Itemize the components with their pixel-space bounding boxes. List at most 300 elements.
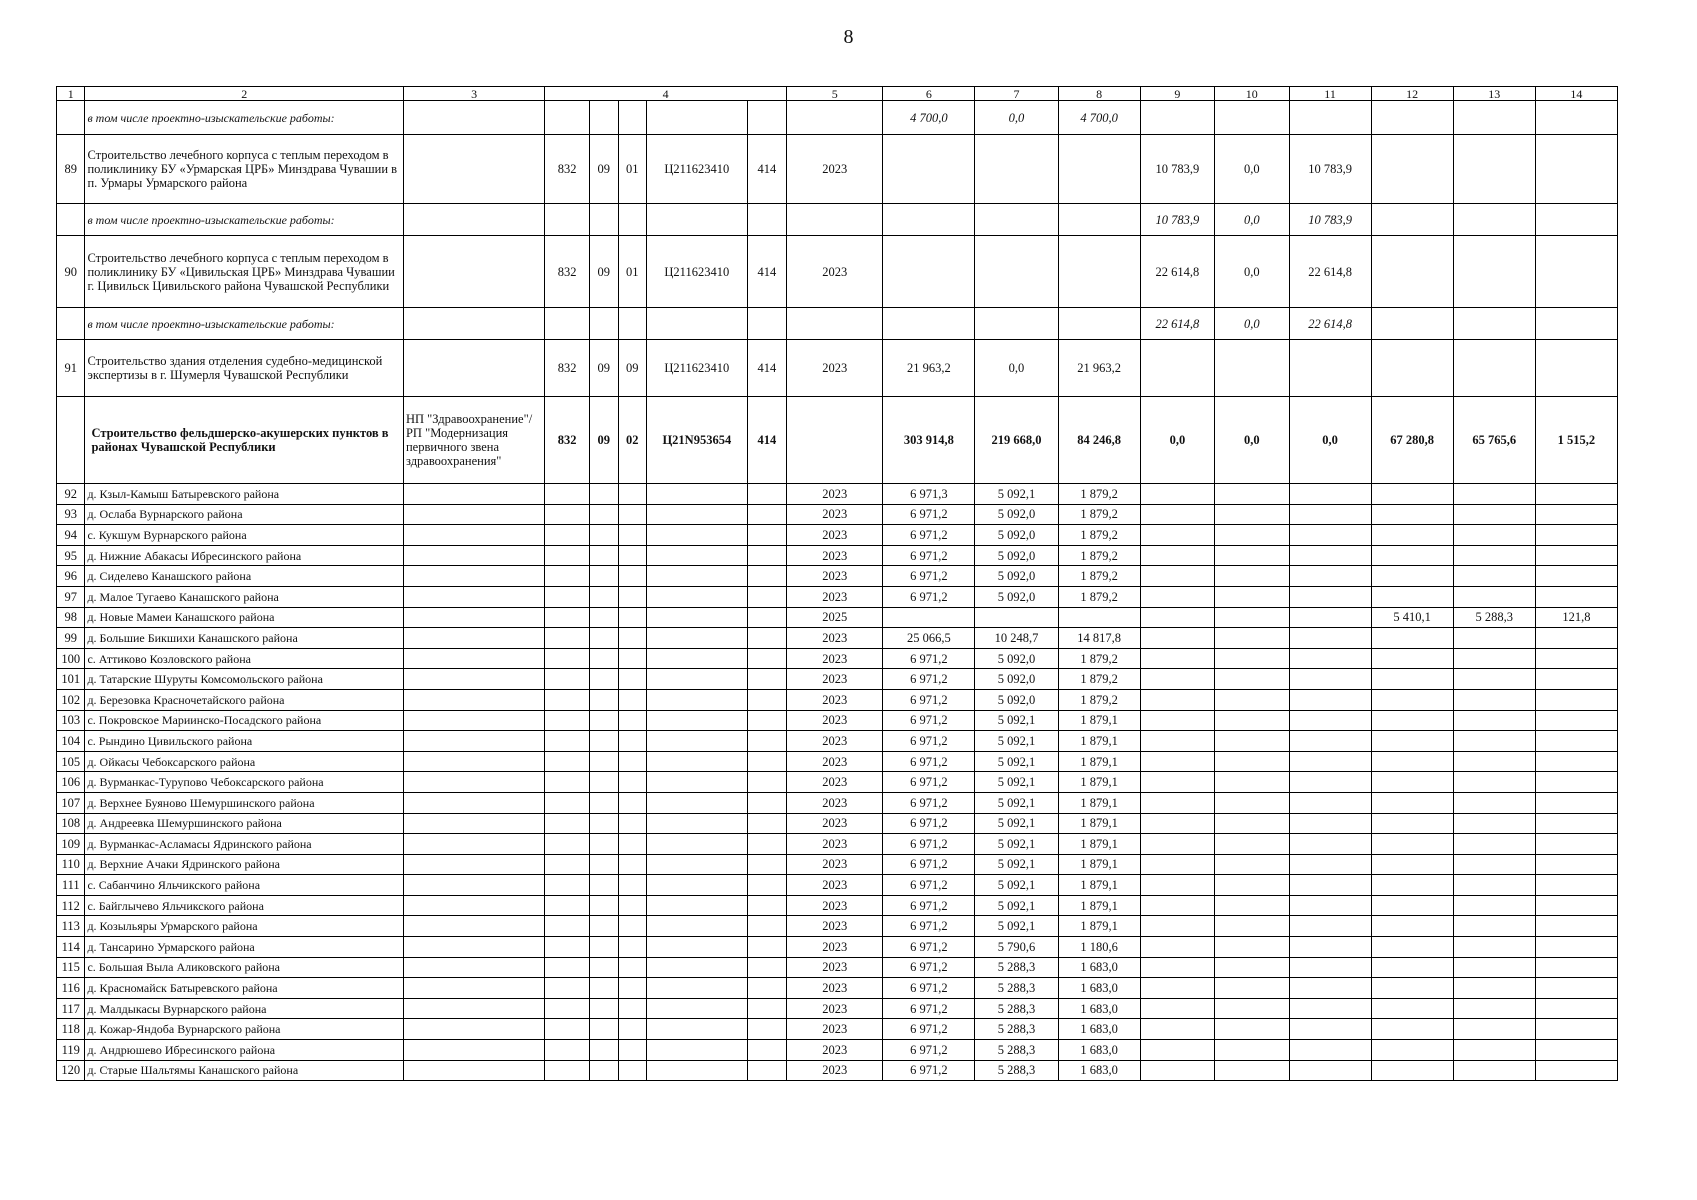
cell-col14 bbox=[1535, 525, 1617, 546]
cell-col6: 6 971,2 bbox=[883, 525, 975, 546]
cell-col7: 5 092,0 bbox=[975, 504, 1058, 525]
settlement-name: с. Покровское Мариинско-Посадского района bbox=[85, 710, 404, 731]
cell-col8: 1 180,6 bbox=[1058, 937, 1140, 958]
cell-vr bbox=[747, 1040, 786, 1061]
cell-csr: Ц21N953654 bbox=[646, 397, 747, 484]
cell-year: 2023 bbox=[787, 484, 883, 505]
cell-vr bbox=[747, 937, 786, 958]
cell-csr bbox=[646, 1019, 747, 1040]
cell-col12 bbox=[1371, 772, 1453, 793]
cell-grbs bbox=[545, 484, 590, 505]
cell-rz bbox=[590, 1060, 618, 1081]
cell-col12 bbox=[1371, 648, 1453, 669]
cell-pr bbox=[618, 566, 646, 587]
group-program: НП "Здравоохранение"/ РП "Модернизация первичного звена здравоохранения" bbox=[403, 397, 544, 484]
cell-col6: 6 971,2 bbox=[883, 751, 975, 772]
cell-col12 bbox=[1371, 586, 1453, 607]
cell-rz bbox=[590, 834, 618, 855]
cell-col12 bbox=[1371, 1060, 1453, 1081]
cell-col7: 5 092,0 bbox=[975, 689, 1058, 710]
cell-col14 bbox=[1535, 813, 1617, 834]
cell-col13: 5 288,3 bbox=[1453, 607, 1535, 628]
cell-col14 bbox=[1535, 648, 1617, 669]
cell-program bbox=[403, 813, 544, 834]
cell-col10 bbox=[1215, 854, 1289, 875]
cell-col11 bbox=[1289, 545, 1371, 566]
cell-col8: 4 700,0 bbox=[1058, 101, 1140, 135]
table-row bbox=[57, 710, 1618, 731]
table-row bbox=[57, 998, 1618, 1019]
row-number: 92 bbox=[57, 484, 85, 505]
cell-vr bbox=[747, 957, 786, 978]
cell-col10 bbox=[1215, 525, 1289, 546]
cell-col6: 6 971,2 bbox=[883, 1060, 975, 1081]
cell-year: 2023 bbox=[787, 1060, 883, 1081]
cell-vr bbox=[747, 628, 786, 649]
cell-vr bbox=[747, 689, 786, 710]
cell-rz bbox=[590, 710, 618, 731]
cell-col11 bbox=[1289, 1040, 1371, 1061]
cell-grbs bbox=[545, 957, 590, 978]
cell-col9 bbox=[1140, 813, 1214, 834]
cell-rz: 09 bbox=[590, 135, 618, 204]
cell-vr: 414 bbox=[747, 236, 786, 308]
cell-csr bbox=[646, 813, 747, 834]
settlement-name: д. Верхнее Буяново Шемуршинского района bbox=[85, 792, 404, 813]
row-number: 109 bbox=[57, 834, 85, 855]
cell-col14 bbox=[1535, 586, 1617, 607]
cell-vr bbox=[747, 545, 786, 566]
cell-vr bbox=[747, 813, 786, 834]
cell-col10 bbox=[1215, 648, 1289, 669]
cell-col11: 0,0 bbox=[1289, 397, 1371, 484]
cell-col8: 1 879,2 bbox=[1058, 689, 1140, 710]
cell-col13 bbox=[1453, 710, 1535, 731]
cell-col7: 5 092,1 bbox=[975, 916, 1058, 937]
settlement-name: д. Березовка Красночетайского района bbox=[85, 689, 404, 710]
cell-col13 bbox=[1453, 648, 1535, 669]
cell-col9 bbox=[1140, 998, 1214, 1019]
settlement-name: д. Вурманкас-Асламасы Ядринского района bbox=[85, 834, 404, 855]
cell-col8: 1 879,2 bbox=[1058, 484, 1140, 505]
cell-col11: 22 614,8 bbox=[1289, 236, 1371, 308]
cell-csr bbox=[646, 1060, 747, 1081]
cell-rz bbox=[590, 937, 618, 958]
cell-col7 bbox=[975, 607, 1058, 628]
cell-col8: 1 879,1 bbox=[1058, 731, 1140, 752]
cell-col8: 1 879,1 bbox=[1058, 813, 1140, 834]
cell-col14 bbox=[1535, 937, 1617, 958]
cell-csr: Ц211623410 bbox=[646, 340, 747, 397]
cell-col8: 1 879,1 bbox=[1058, 751, 1140, 772]
cell-col10 bbox=[1215, 834, 1289, 855]
cell-col9 bbox=[1140, 937, 1214, 958]
row-number: 119 bbox=[57, 1040, 85, 1061]
table-row bbox=[57, 545, 1618, 566]
cell-col8: 1 879,2 bbox=[1058, 545, 1140, 566]
row-number: 114 bbox=[57, 937, 85, 958]
cell-grbs bbox=[545, 854, 590, 875]
cell-csr: Ц211623410 bbox=[646, 135, 747, 204]
cell-program bbox=[403, 1040, 544, 1061]
cell-col6: 6 971,3 bbox=[883, 484, 975, 505]
cell-year: 2023 bbox=[787, 916, 883, 937]
table-row bbox=[57, 1019, 1618, 1040]
cell-col14 bbox=[1535, 1019, 1617, 1040]
cell-grbs bbox=[545, 834, 590, 855]
col-header-7: 7 bbox=[975, 87, 1058, 101]
cell-program bbox=[403, 525, 544, 546]
cell-col14 bbox=[1535, 916, 1617, 937]
cell-vr bbox=[747, 751, 786, 772]
cell-grbs bbox=[545, 525, 590, 546]
cell-pr bbox=[618, 792, 646, 813]
cell-col9 bbox=[1140, 751, 1214, 772]
settlement-name: д. Малое Тугаево Канашского района bbox=[85, 586, 404, 607]
cell-col10 bbox=[1215, 751, 1289, 772]
cell-col11 bbox=[1289, 731, 1371, 752]
cell-program bbox=[403, 586, 544, 607]
cell-col8: 1 879,1 bbox=[1058, 834, 1140, 855]
cell-col7: 5 092,1 bbox=[975, 875, 1058, 896]
cell-col9 bbox=[1140, 484, 1214, 505]
cell-col7: 5 092,0 bbox=[975, 648, 1058, 669]
cell-col14 bbox=[1535, 689, 1617, 710]
cell-col10 bbox=[1215, 957, 1289, 978]
cell-col13 bbox=[1453, 834, 1535, 855]
cell-col7: 5 092,1 bbox=[975, 834, 1058, 855]
cell-col11 bbox=[1289, 566, 1371, 587]
settlement-name: д. Старые Шальтямы Канашского района bbox=[85, 1060, 404, 1081]
cell-col6: 6 971,2 bbox=[883, 854, 975, 875]
cell-col8: 1 879,1 bbox=[1058, 875, 1140, 896]
cell-col8: 1 879,2 bbox=[1058, 504, 1140, 525]
cell-col6: 6 971,2 bbox=[883, 792, 975, 813]
cell-year: 2023 bbox=[787, 998, 883, 1019]
cell-col9 bbox=[1140, 669, 1214, 690]
cell-col6: 6 971,2 bbox=[883, 937, 975, 958]
cell-col11 bbox=[1289, 875, 1371, 896]
cell-program bbox=[403, 628, 544, 649]
cell-col10 bbox=[1215, 1060, 1289, 1081]
cell-vr bbox=[747, 978, 786, 999]
subrow-top bbox=[57, 101, 1618, 135]
cell-vr bbox=[747, 504, 786, 525]
cell-rz bbox=[590, 998, 618, 1019]
cell-col13 bbox=[1453, 875, 1535, 896]
cell-col13 bbox=[1453, 545, 1535, 566]
cell-csr bbox=[646, 648, 747, 669]
cell-year: 2023 bbox=[787, 978, 883, 999]
cell-vr bbox=[747, 669, 786, 690]
cell-col10 bbox=[1215, 484, 1289, 505]
cell-csr bbox=[646, 484, 747, 505]
cell-col9 bbox=[1140, 710, 1214, 731]
cell-year: 2023 bbox=[787, 792, 883, 813]
cell-grbs bbox=[545, 916, 590, 937]
row-number: 107 bbox=[57, 792, 85, 813]
cell-program bbox=[403, 875, 544, 896]
cell-vr bbox=[747, 916, 786, 937]
col-header-3: 3 bbox=[403, 87, 544, 101]
cell-program bbox=[403, 689, 544, 710]
cell-col14 bbox=[1535, 957, 1617, 978]
cell-col10 bbox=[1215, 875, 1289, 896]
cell-col12 bbox=[1371, 669, 1453, 690]
cell-col8: 1 683,0 bbox=[1058, 1060, 1140, 1081]
cell-col9 bbox=[1140, 792, 1214, 813]
cell-program bbox=[403, 731, 544, 752]
cell-vr bbox=[747, 566, 786, 587]
cell-col9 bbox=[1140, 875, 1214, 896]
cell-col6: 6 971,2 bbox=[883, 772, 975, 793]
cell-col7: 5 288,3 bbox=[975, 1040, 1058, 1061]
cell-col8: 1 879,2 bbox=[1058, 669, 1140, 690]
cell-col13 bbox=[1453, 566, 1535, 587]
cell-pr bbox=[618, 751, 646, 772]
cell-pr bbox=[618, 1060, 646, 1081]
cell-col12 bbox=[1371, 998, 1453, 1019]
table-row bbox=[57, 669, 1618, 690]
cell-col12 bbox=[1371, 875, 1453, 896]
cell-year: 2023 bbox=[787, 834, 883, 855]
cell-col7: 0,0 bbox=[975, 101, 1058, 135]
col-header-11: 11 bbox=[1289, 87, 1371, 101]
cell-col13 bbox=[1453, 895, 1535, 916]
cell-col9 bbox=[1140, 545, 1214, 566]
cell-col11 bbox=[1289, 895, 1371, 916]
cell-vr: 414 bbox=[747, 135, 786, 204]
cell-col8: 1 879,1 bbox=[1058, 772, 1140, 793]
cell-col7: 5 092,1 bbox=[975, 731, 1058, 752]
cell-grbs bbox=[545, 792, 590, 813]
cell-rz bbox=[590, 854, 618, 875]
cell-year: 2023 bbox=[787, 135, 883, 204]
table-row bbox=[57, 731, 1618, 752]
cell-col7: 0,0 bbox=[975, 340, 1058, 397]
cell-csr bbox=[646, 525, 747, 546]
cell-rz bbox=[590, 504, 618, 525]
object-name: Строительство здания отделения судебно-медицинской экспертизы в г. Шумерля Чувашской Республики bbox=[85, 340, 404, 397]
row-number: 101 bbox=[57, 669, 85, 690]
cell-col14 bbox=[1535, 875, 1617, 896]
row-number: 112 bbox=[57, 895, 85, 916]
subrow-90 bbox=[57, 308, 1618, 340]
cell-col13 bbox=[1453, 916, 1535, 937]
cell-grbs bbox=[545, 545, 590, 566]
cell-col14 bbox=[1535, 710, 1617, 731]
cell-rz: 09 bbox=[590, 397, 618, 484]
cell-pr bbox=[618, 854, 646, 875]
cell-grbs: 832 bbox=[545, 236, 590, 308]
settlement-name: с. Байглычево Яльчикского района bbox=[85, 895, 404, 916]
cell-year: 2023 bbox=[787, 689, 883, 710]
cell-grbs bbox=[545, 504, 590, 525]
table-row bbox=[57, 751, 1618, 772]
table-row bbox=[57, 504, 1618, 525]
cell-pr bbox=[618, 689, 646, 710]
cell-year: 2023 bbox=[787, 1040, 883, 1061]
settlement-name: д. Малдыкасы Вурнарского района bbox=[85, 998, 404, 1019]
cell-col10 bbox=[1215, 566, 1289, 587]
cell-col13 bbox=[1453, 978, 1535, 999]
cell-col9 bbox=[1140, 772, 1214, 793]
cell-program bbox=[403, 854, 544, 875]
row-number: 102 bbox=[57, 689, 85, 710]
row-number: 95 bbox=[57, 545, 85, 566]
cell-col6: 6 971,2 bbox=[883, 1040, 975, 1061]
col-header-1: 1 bbox=[57, 87, 85, 101]
settlement-name: д. Андрюшево Ибресинского района bbox=[85, 1040, 404, 1061]
cell-col8: 1 879,1 bbox=[1058, 854, 1140, 875]
cell-pr bbox=[618, 648, 646, 669]
cell-year: 2023 bbox=[787, 731, 883, 752]
cell-col9 bbox=[1140, 834, 1214, 855]
cell-col12 bbox=[1371, 937, 1453, 958]
cell-col14 bbox=[1535, 545, 1617, 566]
cell-col13 bbox=[1453, 484, 1535, 505]
cell-col12 bbox=[1371, 1019, 1453, 1040]
cell-pr bbox=[618, 916, 646, 937]
table-row-90 bbox=[57, 236, 1618, 308]
cell-grbs bbox=[545, 669, 590, 690]
cell-col13 bbox=[1453, 998, 1535, 1019]
cell-grbs bbox=[545, 1060, 590, 1081]
row-number: 111 bbox=[57, 875, 85, 896]
cell-col13 bbox=[1453, 689, 1535, 710]
cell-col13 bbox=[1453, 772, 1535, 793]
cell-col6: 6 971,2 bbox=[883, 834, 975, 855]
col-header-8: 8 bbox=[1058, 87, 1140, 101]
cell-year: 2023 bbox=[787, 236, 883, 308]
cell-grbs bbox=[545, 566, 590, 587]
cell-col11 bbox=[1289, 978, 1371, 999]
cell-col6: 6 971,2 bbox=[883, 586, 975, 607]
cell-program bbox=[403, 751, 544, 772]
cell-col13 bbox=[1453, 1019, 1535, 1040]
cell-col11 bbox=[1289, 710, 1371, 731]
table-row bbox=[57, 875, 1618, 896]
cell-grbs bbox=[545, 648, 590, 669]
cell-col13 bbox=[1453, 751, 1535, 772]
cell-col12 bbox=[1371, 731, 1453, 752]
group-name: Строительство фельдшерско-акушерских пунктов в районах Чувашской Республики bbox=[85, 397, 404, 484]
cell-col10: 0,0 bbox=[1215, 236, 1289, 308]
settlement-name: д. Ослаба Вурнарского района bbox=[85, 504, 404, 525]
cell-csr bbox=[646, 854, 747, 875]
table-row bbox=[57, 772, 1618, 793]
cell-col8: 1 879,1 bbox=[1058, 710, 1140, 731]
settlement-name: д. Тансарино Урмарского района bbox=[85, 937, 404, 958]
fap-rows bbox=[57, 484, 1618, 1081]
cell-col6: 6 971,2 bbox=[883, 895, 975, 916]
settlement-name: д. Новые Мамеи Канашского района bbox=[85, 607, 404, 628]
cell-rz bbox=[590, 772, 618, 793]
cell-col13 bbox=[1453, 813, 1535, 834]
cell-csr bbox=[646, 731, 747, 752]
cell-col7: 5 288,3 bbox=[975, 1019, 1058, 1040]
cell-col11: 10 783,9 bbox=[1289, 135, 1371, 204]
cell-vr bbox=[747, 1019, 786, 1040]
cell-col13 bbox=[1453, 1060, 1535, 1081]
cell-col9 bbox=[1140, 916, 1214, 937]
cell-program bbox=[403, 504, 544, 525]
cell-col9 bbox=[1140, 628, 1214, 649]
col-header-9: 9 bbox=[1140, 87, 1214, 101]
cell-col9 bbox=[1140, 689, 1214, 710]
cell-col7: 5 092,0 bbox=[975, 669, 1058, 690]
cell-col11 bbox=[1289, 628, 1371, 649]
cell-program bbox=[403, 648, 544, 669]
cell-col13 bbox=[1453, 957, 1535, 978]
cell-pr bbox=[618, 484, 646, 505]
cell-col11 bbox=[1289, 854, 1371, 875]
cell-col12 bbox=[1371, 834, 1453, 855]
cell-col7: 5 092,1 bbox=[975, 710, 1058, 731]
cell-col12 bbox=[1371, 525, 1453, 546]
cell-csr bbox=[646, 772, 747, 793]
cell-col10 bbox=[1215, 689, 1289, 710]
table-row bbox=[57, 1060, 1618, 1081]
cell-grbs bbox=[545, 607, 590, 628]
cell-year: 2023 bbox=[787, 566, 883, 587]
cell-col8: 84 246,8 bbox=[1058, 397, 1140, 484]
cell-rz bbox=[590, 751, 618, 772]
settlement-name: д. Вурманкас-Турупово Чебоксарского района bbox=[85, 772, 404, 793]
subrow-label: в том числе проектно-изыскательские работы: bbox=[85, 204, 404, 236]
cell-col11 bbox=[1289, 834, 1371, 855]
cell-pr bbox=[618, 731, 646, 752]
cell-col9 bbox=[1140, 607, 1214, 628]
cell-program bbox=[403, 937, 544, 958]
cell-col6: 6 971,2 bbox=[883, 957, 975, 978]
cell-vr bbox=[747, 484, 786, 505]
cell-col6: 6 971,2 bbox=[883, 648, 975, 669]
cell-col7: 5 790,6 bbox=[975, 937, 1058, 958]
cell-col10 bbox=[1215, 669, 1289, 690]
row-number: 106 bbox=[57, 772, 85, 793]
cell-pr: 01 bbox=[618, 236, 646, 308]
cell-col10 bbox=[1215, 792, 1289, 813]
cell-col9: 10 783,9 bbox=[1140, 135, 1214, 204]
cell-rz bbox=[590, 1019, 618, 1040]
cell-vr: 414 bbox=[747, 340, 786, 397]
cell-col12 bbox=[1371, 1040, 1453, 1061]
cell-col10: 0,0 bbox=[1215, 397, 1289, 484]
cell-col12 bbox=[1371, 484, 1453, 505]
cell-program bbox=[403, 998, 544, 1019]
cell-col6: 6 971,2 bbox=[883, 731, 975, 752]
cell-col10 bbox=[1215, 586, 1289, 607]
table-row bbox=[57, 566, 1618, 587]
cell-col13 bbox=[1453, 628, 1535, 649]
settlement-name: д. Красномайск Батыревского района bbox=[85, 978, 404, 999]
cell-col7: 5 288,3 bbox=[975, 978, 1058, 999]
cell-vr bbox=[747, 648, 786, 669]
cell-grbs bbox=[545, 978, 590, 999]
cell-csr bbox=[646, 669, 747, 690]
row-number: 117 bbox=[57, 998, 85, 1019]
cell-pr bbox=[618, 607, 646, 628]
cell-grbs: 832 bbox=[545, 340, 590, 397]
cell-col9 bbox=[1140, 566, 1214, 587]
cell-col9 bbox=[1140, 1040, 1214, 1061]
col-header-13: 13 bbox=[1453, 87, 1535, 101]
cell-year: 2023 bbox=[787, 854, 883, 875]
cell-csr bbox=[646, 957, 747, 978]
cell-col11 bbox=[1289, 504, 1371, 525]
cell-pr bbox=[618, 525, 646, 546]
